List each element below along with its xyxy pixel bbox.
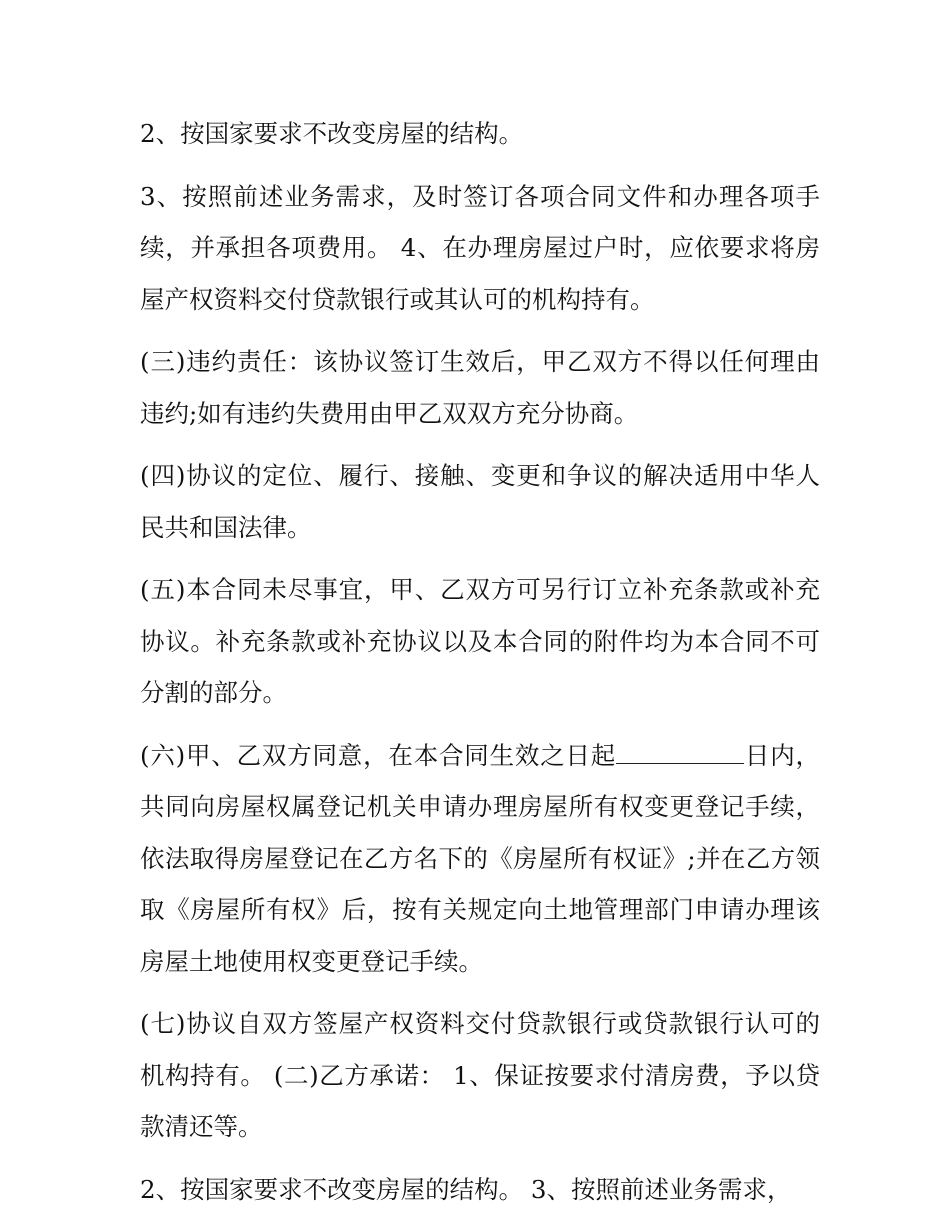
- paragraph-supplementary-terms: (五)本合同未尽事宜，甲、乙双方可另行订立补充条款或补充协议。补充条款或补充协议以及本合同的附件均为本合同不可分割的部分。: [140, 575, 820, 707]
- paragraph-agreement-effect: (七)协议自双方签屋产权资料交付贷款银行或贷款银行认可的机构持有。 (二)乙方承诺： 1、保证按要求付清房费，予以贷款清还等。: [140, 1009, 820, 1141]
- paragraph-registration: [140, 730, 820, 988]
- paragraph-structure: 2、按国家要求不改变房屋的结构。: [140, 119, 524, 148]
- paragraph-breach-liability: (三)违约责任：该协议签订生效后，甲乙双方不得以任何理由违约;如有违约失费用由甲乙双双方充分协商。: [140, 347, 820, 428]
- paragraph-structure-repeat: 2、按国家要求不改变房屋的结构。 3、按照前述业务需求，: [140, 1174, 792, 1204]
- days-blank-field: [616, 737, 744, 764]
- document-body: [140, 108, 820, 1226]
- registration-text-after: 日内，共同向房屋权属登记机关申请办理房屋所有权变更登记手续，依法取得房屋登记在乙方名下的《房屋所有权证》;并在乙方领取《房屋所有权》后，按有关规定向土地管理部门申请办理该房屋土地使用权变更登记手续。: [140, 740, 820, 976]
- paragraph-procedures: 3、按照前述业务需求，及时签订各项合同文件和办理各项手续，并承担各项费用。 4、在办理房屋过户时，应依要求将房屋产权资料交付贷款银行或其认可的机构持有。: [140, 181, 820, 314]
- registration-text-before: (六)甲、乙双方同意，在本合同生效之日起: [140, 740, 617, 770]
- paragraph-applicable-law: (四)协议的定位、履行、接触、变更和争议的解决适用中华人民共和国法律。: [140, 461, 820, 542]
